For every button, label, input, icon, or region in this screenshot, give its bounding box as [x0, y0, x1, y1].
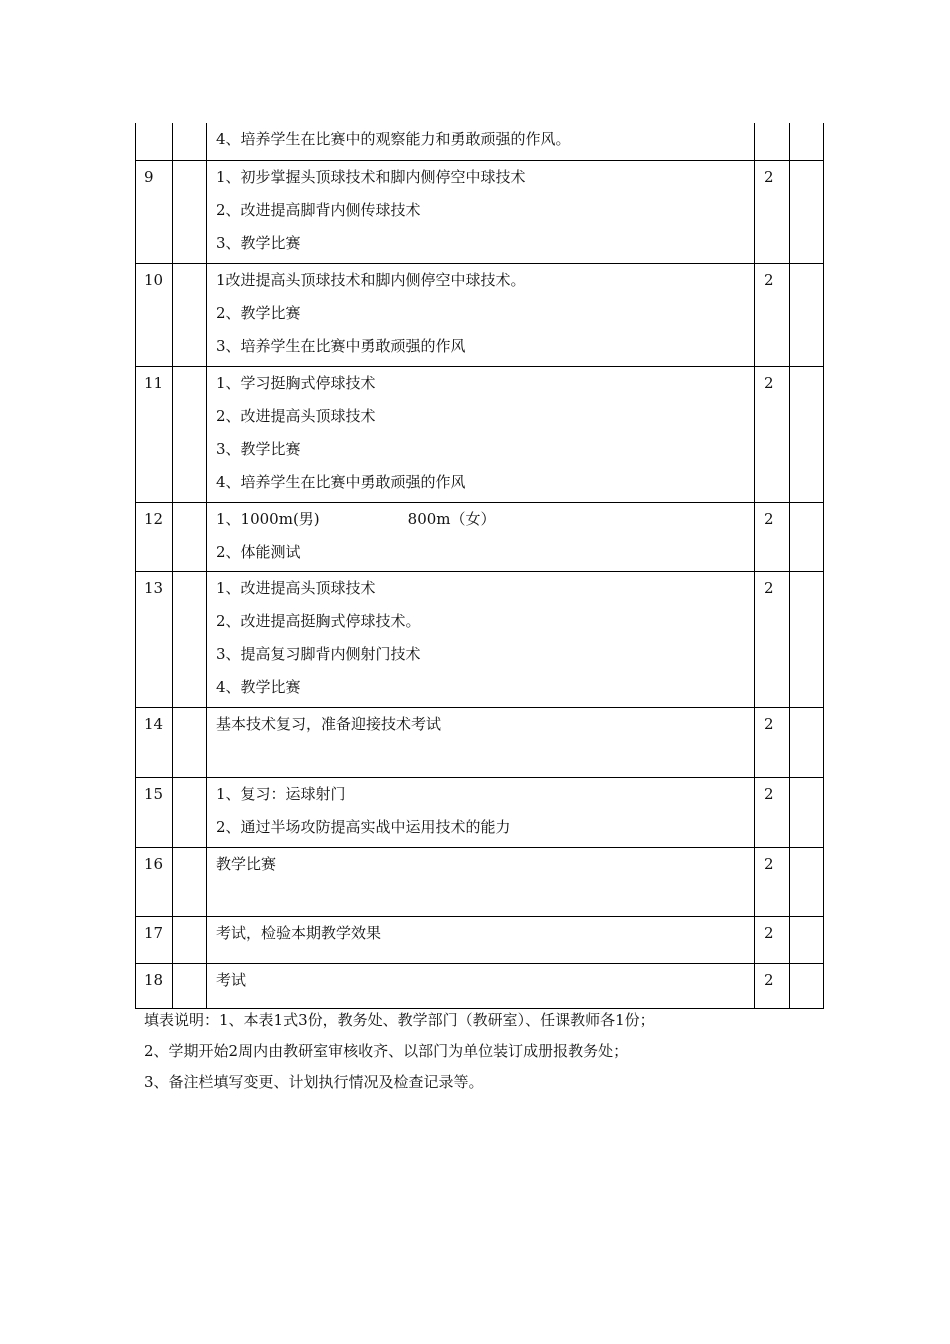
form-instructions — [144, 1005, 655, 1098]
hours-cell: 2 — [755, 263, 790, 366]
hours-cell: 2 — [755, 777, 790, 847]
content-line-part: 800m（女） — [407, 509, 496, 528]
remarks-cell — [790, 777, 824, 847]
remarks-cell — [790, 916, 824, 963]
remarks-cell — [790, 502, 824, 571]
blank-cell — [173, 366, 207, 502]
remarks-cell — [790, 847, 824, 916]
content-line: 1、改进提高头顶球技术 — [216, 578, 376, 597]
content-cell — [207, 777, 755, 847]
blank-cell — [173, 847, 207, 916]
remarks-cell — [790, 571, 824, 707]
content-line: 教学比赛 — [216, 854, 277, 873]
week-cell: 10 — [136, 263, 173, 366]
hours-cell: 2 — [755, 571, 790, 707]
table-row — [136, 502, 824, 571]
week-cell: 14 — [136, 707, 173, 777]
table-row — [136, 916, 824, 963]
blank-cell — [173, 502, 207, 571]
blank-cell — [173, 916, 207, 963]
remarks-cell — [790, 123, 824, 160]
content-cell — [207, 571, 755, 707]
week-cell: 16 — [136, 847, 173, 916]
content-line: 4、培养学生在比赛中勇敢顽强的作风 — [216, 472, 466, 491]
content-line: 1、复习：运球射门 — [216, 784, 346, 803]
week-cell: 12 — [136, 502, 173, 571]
table-row — [136, 707, 824, 777]
content-cell — [207, 707, 755, 777]
content-line: 2、教学比赛 — [216, 303, 301, 322]
hours-cell — [755, 123, 790, 160]
content-line: 3、教学比赛 — [216, 439, 301, 458]
content-cell — [207, 160, 755, 263]
content-line: 4、培养学生在比赛中的观察能力和勇敢顽强的作风。 — [216, 130, 571, 148]
week-cell: 13 — [136, 571, 173, 707]
blank-cell — [173, 963, 207, 1008]
remarks-cell — [790, 963, 824, 1008]
content-cell — [207, 263, 755, 366]
table-row — [136, 160, 824, 263]
week-cell: 11 — [136, 366, 173, 502]
instruction-line: 2、学期开始2周内由教研室审核收齐、以部门为单位装订成册报教务处； — [144, 1042, 629, 1060]
content-line-part: 1、1000m(男) — [216, 509, 320, 528]
hours-cell: 2 — [755, 707, 790, 777]
blank-cell — [173, 263, 207, 366]
content-line: 3、提高复习脚背内侧射门技术 — [216, 644, 421, 663]
table-row — [136, 963, 824, 1008]
table-row — [136, 847, 824, 916]
hours-cell: 2 — [755, 160, 790, 263]
content-line: 1改进提高头顶球技术和脚内侧停空中球技术。 — [216, 270, 526, 289]
hours-cell: 2 — [755, 916, 790, 963]
content-line: 考试 — [216, 970, 247, 989]
teaching-plan-table — [135, 123, 824, 1009]
content-line: 2、改进提高头顶球技术 — [216, 406, 376, 425]
week-cell — [136, 123, 173, 160]
remarks-cell — [790, 707, 824, 777]
blank-cell — [173, 707, 207, 777]
blank-cell — [173, 160, 207, 263]
table-row — [136, 571, 824, 707]
blank-cell — [173, 123, 207, 160]
table-row — [136, 777, 824, 847]
content-cell — [207, 502, 755, 571]
content-line: 考试，检验本期教学效果 — [216, 923, 382, 942]
blank-cell — [173, 777, 207, 847]
table-row — [136, 123, 824, 160]
remarks-cell — [790, 263, 824, 366]
content-line: 2、通过半场攻防提高实战中运用技术的能力 — [216, 817, 511, 836]
content-cell — [207, 847, 755, 916]
blank-cell — [173, 571, 207, 707]
table-row — [136, 366, 824, 502]
remarks-cell — [790, 160, 824, 263]
week-cell: 15 — [136, 777, 173, 847]
instruction-line: 3、备注栏填写变更、计划执行情况及检查记录等。 — [144, 1073, 484, 1091]
remarks-cell — [790, 366, 824, 502]
content-line: 2、体能测试 — [216, 542, 301, 561]
week-cell: 9 — [136, 160, 173, 263]
table-row — [136, 263, 824, 366]
content-cell — [207, 123, 755, 160]
content-line: 基本技术复习，准备迎接技术考试 — [216, 714, 442, 733]
content-cell — [207, 963, 755, 1008]
content-line: 4、教学比赛 — [216, 677, 301, 696]
week-cell: 17 — [136, 916, 173, 963]
content-line: 3、培养学生在比赛中勇敢顽强的作风 — [216, 336, 466, 355]
content-line: 1、学习挺胸式停球技术 — [216, 373, 376, 392]
instruction-line: 填表说明：1、本表1式3份，教务处、教学部门（教研室）、任课教师各1份； — [144, 1011, 655, 1029]
content-line: 1、初步掌握头顶球技术和脚内侧停空中球技术 — [216, 167, 526, 186]
content-cell — [207, 916, 755, 963]
week-cell: 18 — [136, 963, 173, 1008]
content-cell — [207, 366, 755, 502]
content-line: 3、教学比赛 — [216, 233, 301, 252]
content-line: 2、改进提高挺胸式停球技术。 — [216, 611, 421, 630]
content-line — [216, 503, 754, 536]
hours-cell: 2 — [755, 963, 790, 1008]
hours-cell: 2 — [755, 502, 790, 571]
content-line: 2、改进提高脚背内侧传球技术 — [216, 200, 421, 219]
hours-cell: 2 — [755, 847, 790, 916]
hours-cell: 2 — [755, 366, 790, 502]
